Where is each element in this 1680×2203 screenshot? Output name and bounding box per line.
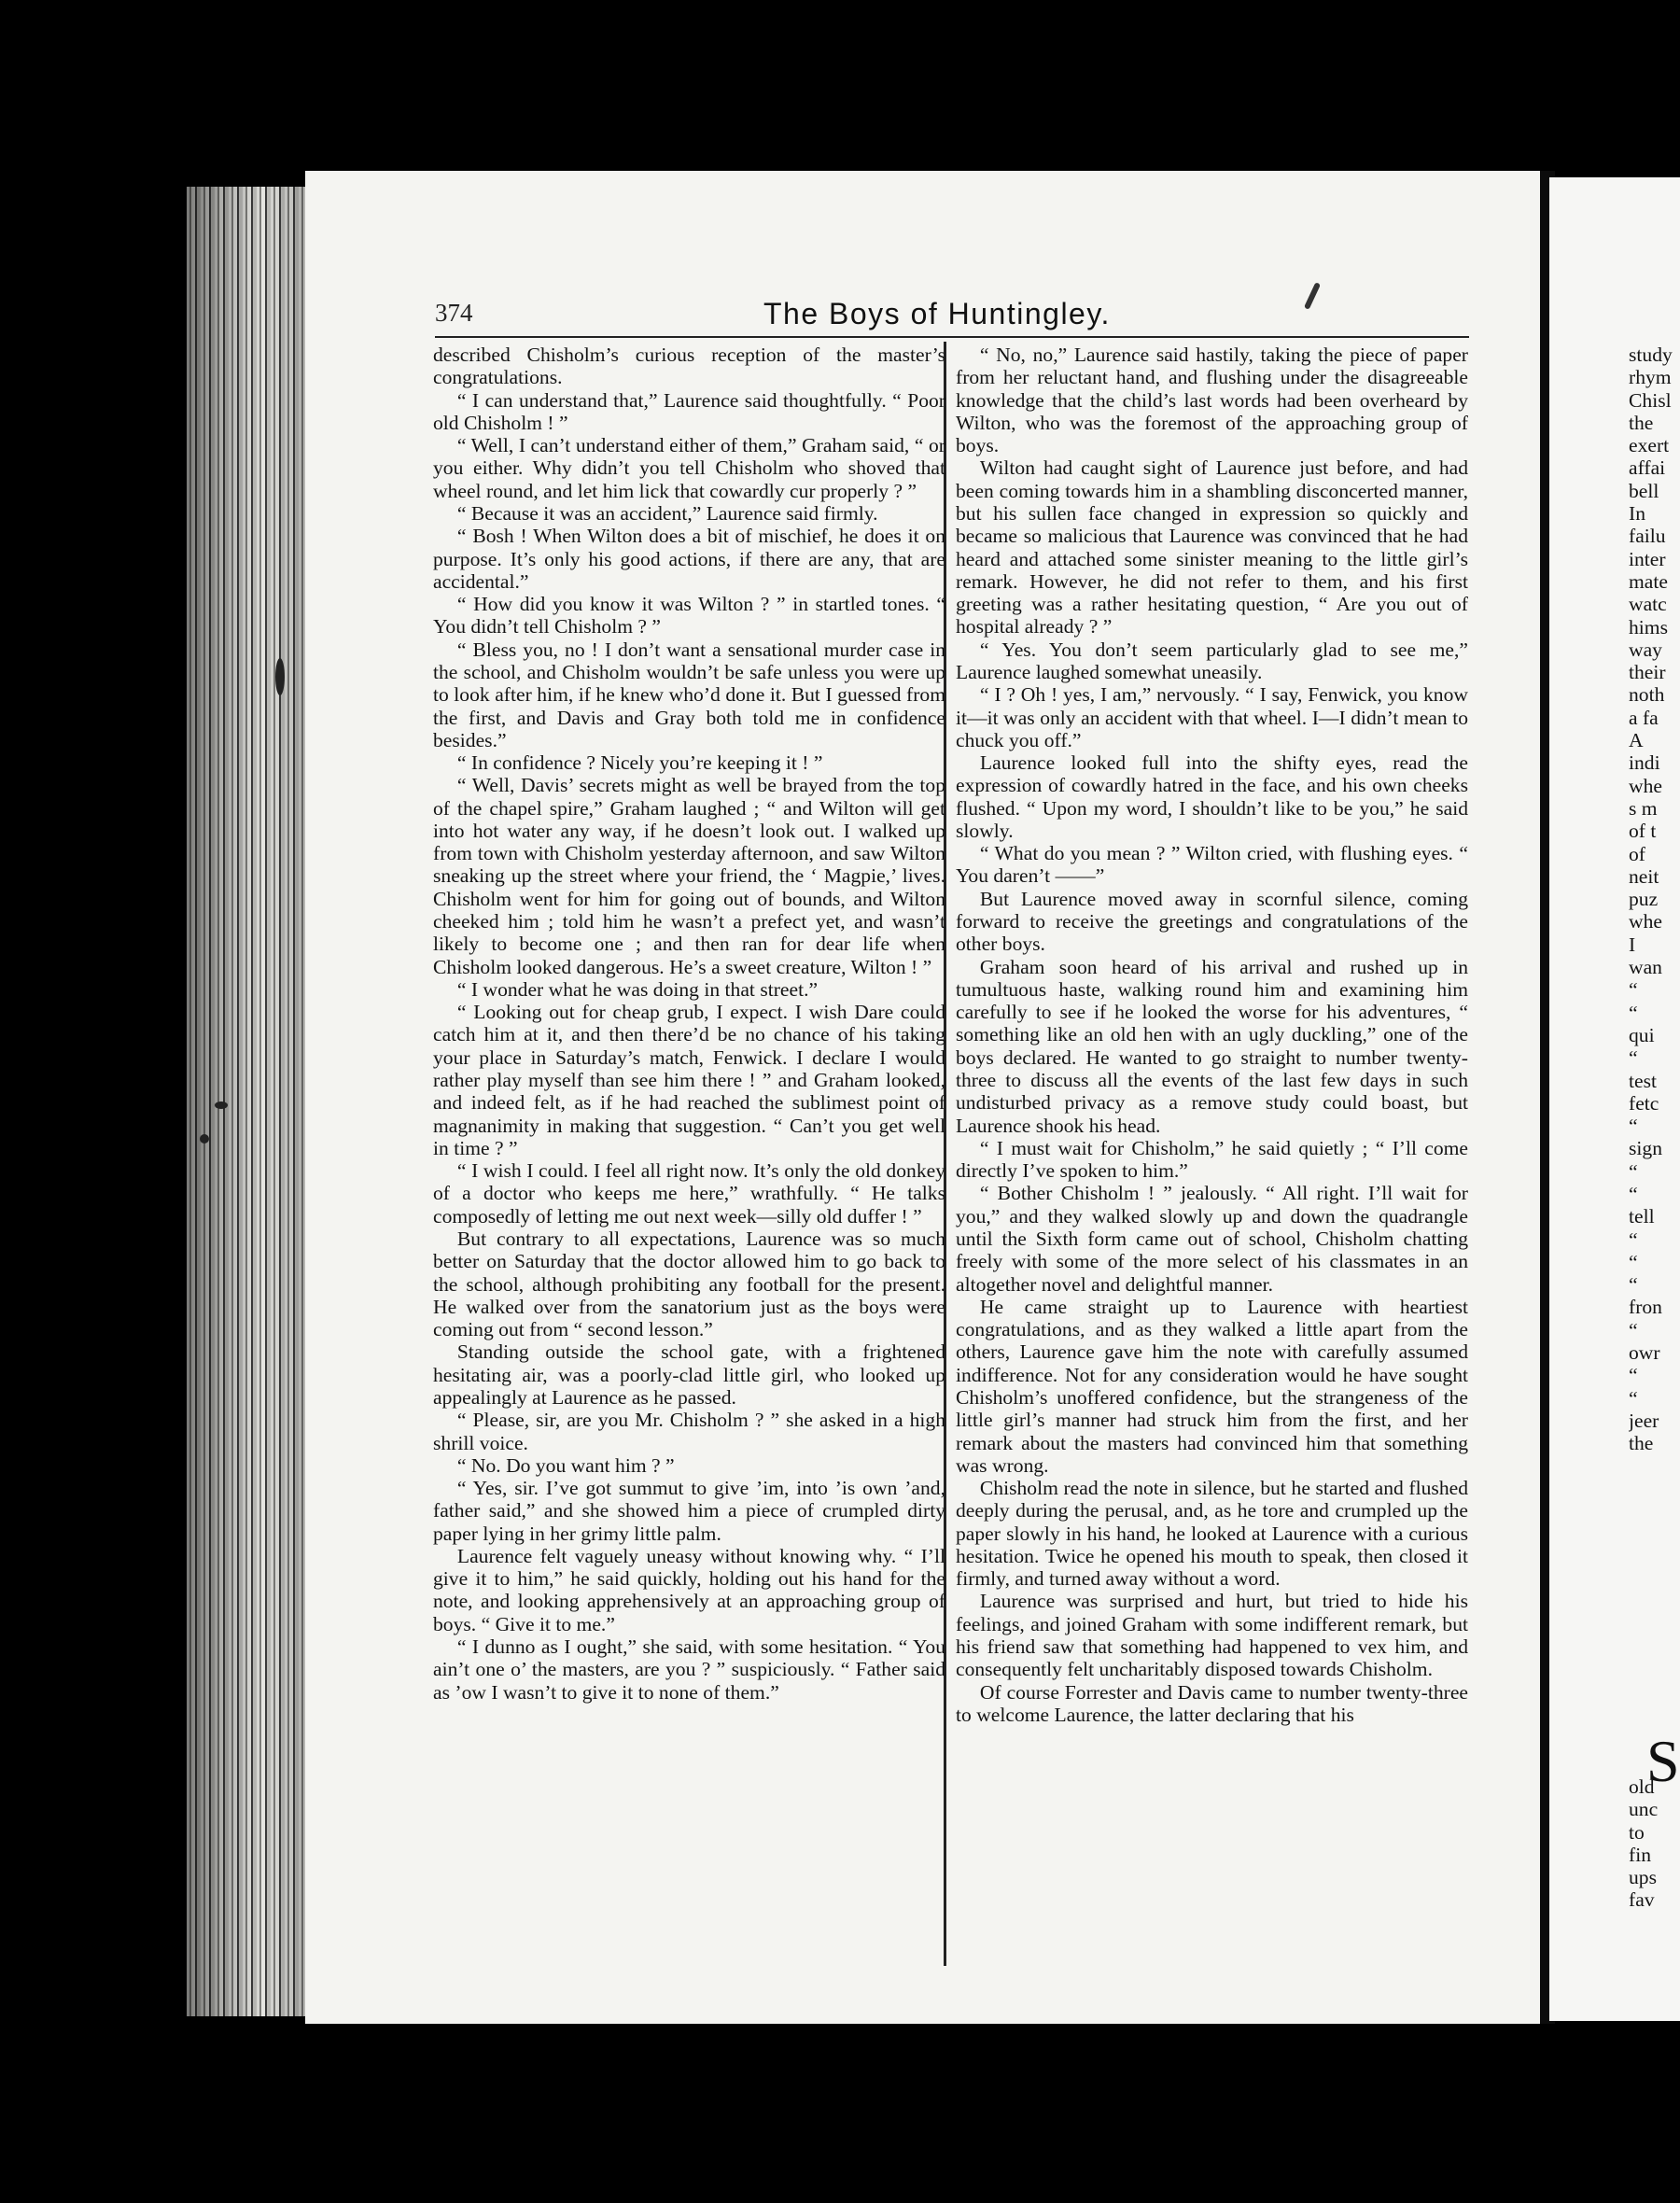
next-page-line: whe: [1629, 774, 1662, 797]
ink-smudge: [215, 1102, 228, 1109]
next-page-line: owr: [1629, 1341, 1660, 1365]
next-page-line: “: [1629, 1250, 1638, 1273]
next-page-line: hims: [1629, 615, 1668, 638]
next-page-line: study: [1629, 344, 1673, 366]
paragraph: Laurence was surprised and hurt, but tried to hide his feelings, and joined Graham with some indifferent remark, but his friend saw that something had happened to vex him, and consequently felt uncharitably disposed towards Chisholm.: [956, 1590, 1468, 1681]
next-page-line: of: [1629, 842, 1645, 865]
next-page-line: fin: [1629, 1843, 1651, 1866]
next-page-line: In: [1629, 502, 1645, 526]
next-page-line: fetc: [1629, 1091, 1659, 1115]
next-page-line: inter: [1629, 547, 1666, 570]
next-page-line: tell: [1629, 1205, 1655, 1228]
next-page-line: noth: [1629, 683, 1665, 707]
left-text-column: [433, 344, 945, 1704]
next-page-line: “: [1629, 1386, 1638, 1410]
paragraph: But Laurence moved away in scornful silence, coming forward to receive the greetings and congratulations of the other boys.: [956, 887, 1468, 956]
next-page-line: “: [1629, 978, 1638, 1002]
paragraph: “ No, no,” Laurence said hastily, taking the piece of paper from her reluctant hand, and flushing under the disagreeable knowledge that the child’s last words had been overheard by Wilton, who was the foremost of the approaching group of boys.: [956, 344, 1468, 457]
paragraph: “ How did you know it was Wilton ? ” in startled tones. “ You didn’t tell Chisholm ? ”: [433, 593, 945, 638]
paragraph: “ Well, Davis’ secrets might as well be brayed from the top of the chapel spire,” Graham laughed ; “ and Wilton will get into hot water any way, if he doesn’t look out. I walked up from town with Chisholm yesterday afternoon, and saw Wilton sneaking up the street where your friend, the ‘ Magpie,’ lives. Chisholm went for him for going out of bounds, and Wilton cheeked him ; told him he wasn’t a prefect yet, and wasn’t likely to become one ; and then ran for dear life when Chisholm looked dangerous. He’s a sweet creature, Wilton ! ”: [433, 774, 945, 978]
paragraph: Laurence felt vaguely uneasy without knowing why. “ I’ll give it to him,” he said quickly, holding out his hand for the note, and looking apprehensively at an approaching group of boys. “ Give it to me.”: [433, 1544, 945, 1635]
next-page-line: “: [1629, 1001, 1638, 1024]
paragraph: Standing outside the school gate, with a frightened hesitating air, was a poorly-clad little girl, who looked up appealingly at Laurence as he passed.: [433, 1340, 945, 1409]
next-page-line: qui: [1629, 1023, 1655, 1046]
next-page-line: “: [1629, 1318, 1638, 1341]
next-page-line: the: [1629, 1432, 1654, 1455]
next-page-line: watc: [1629, 593, 1667, 616]
paragraph: “ Yes, sir. I’ve got summut to give ’im, into ’is own ’and, father said,” and she showed him a piece of crumpled dirty paper lying in her grimy little palm.: [433, 1477, 945, 1545]
next-page-line: test: [1629, 1069, 1657, 1092]
next-page-line: bell: [1629, 479, 1659, 502]
ink-smudge: [275, 658, 285, 695]
next-page-line: Chisl: [1629, 388, 1672, 412]
next-page-line: “: [1629, 1228, 1638, 1251]
next-page-line: whe: [1629, 910, 1662, 933]
paragraph: “ Looking out for cheap grub, I expect. I wish Dare could catch him at it, and then there’d be no chance of his taking your place in Saturday’s match, Fenwick. I declare I would rather play myself than see him there ! ” and Graham looked, and indeed felt, as if he had reached the sublimest point of magnanimity in making that suggestion. “ Can’t you get well in time ? ”: [433, 1001, 945, 1159]
right-text-column: [956, 344, 1468, 1726]
paragraph: “ I dunno as I ought,” she said, with some hesitation. “ You ain’t one o’ the masters, are you ? ” suspiciously. “ Father said as ’ow I wasn’t to give it to none of them.”: [433, 1635, 945, 1704]
next-page-line: old: [1629, 1775, 1655, 1798]
paragraph: Chisholm read the note in silence, but he started and flushed deeply during the perusal, and, as he tore and crumpled up the paper slowly in his hand, he looked at Laurence with a curious hesitation. Twice he opened his mouth to speak, then closed it firmly, and turned away without a word.: [956, 1477, 1468, 1591]
page-number: 374: [435, 299, 473, 327]
paragraph: “ Because it was an accident,” Laurence said firmly.: [456, 501, 878, 525]
next-page-line: fron: [1629, 1296, 1662, 1319]
next-page-line: ups: [1629, 1866, 1657, 1889]
next-page-line: A: [1629, 729, 1644, 752]
next-page-line: rhym: [1629, 366, 1672, 389]
next-page-line: s m: [1629, 796, 1658, 820]
next-page-line: a fa: [1629, 706, 1659, 729]
paragraph: Of course Forrester and Davis came to number twenty-three to welcome Laurence, the latter declaring that his: [956, 1680, 1468, 1726]
paragraph: But contrary to all expectations, Laurence was so much better on Saturday that the doctor allowed him to go back to the school, although prohibiting any football for the present. He walked over from the sanatorium just as the boys were coming out from “ second lesson.”: [433, 1227, 945, 1341]
paragraph: Wilton had caught sight of Laurence just before, and had been coming towards him in a shambling disconcerted manner, but his sullen face changed in expression so quickly and became so malicious that Laurence was convinced that he had heard and attached some sinister meaning to the little girl’s remark. However, he did not refer to them, and his first greeting was a rather hesitating question, “ Are you out of hospital already ? ”: [956, 456, 1468, 638]
next-page-line: “: [1629, 1364, 1638, 1387]
next-page-line: I: [1629, 933, 1636, 956]
next-page-line: “: [1629, 1115, 1638, 1138]
paragraph: “ I ? Oh ! yes, I am,” nervously. “ I say, Fenwick, you know it—it was only an accident with that wheel. I—I didn’t mean to chuck you off.”: [956, 683, 1468, 751]
paragraph: “ In confidence ? Nicely you’re keeping it ! ”: [456, 751, 823, 775]
paragraph: Laurence looked full into the shifty eyes, read the expression of cowardly hatred in the face, and his own cheeks flushed. “ Upon my word, I shouldn’t like to be you,” he said slowly.: [956, 751, 1468, 842]
next-page-line: wan: [1629, 956, 1662, 979]
next-page-line: fav: [1629, 1888, 1655, 1912]
running-header: [435, 297, 1469, 338]
next-page-line: sign: [1629, 1137, 1662, 1160]
next-page-line: failu: [1629, 525, 1666, 548]
next-page-line: unc: [1629, 1798, 1659, 1821]
next-page-line: way: [1629, 638, 1662, 661]
next-page-line: puz: [1629, 888, 1659, 911]
paragraph: “ Yes. You don’t seem particularly glad to see me,” Laurence laughed somewhat uneasily.: [956, 638, 1468, 683]
running-title: The Boys of Huntingley.: [763, 297, 1111, 330]
next-page-line: “: [1629, 1159, 1638, 1183]
next-page-line: jeer: [1629, 1409, 1659, 1432]
paragraph: “ I can understand that,” Laurence said thoughtfully. “ Poor old Chisholm ! ”: [433, 388, 945, 434]
next-page-line: “: [1629, 1182, 1638, 1205]
next-page-line: of t: [1629, 820, 1657, 843]
paragraph: described Chisholm’s curious reception of the master’s congratulations.: [433, 344, 945, 389]
paragraph: “ Bless you, no ! I don’t want a sensational murder case in the school, and Chisholm wouldn’t be safe unless you were up to look after him, if he knew who’d done it. But I guessed from the first, and Davis and Gray both told me in confidence besides.”: [433, 638, 945, 751]
next-page-line: to: [1629, 1820, 1645, 1844]
next-page-line: indi: [1629, 751, 1660, 775]
paragraph: “ I wonder what he was doing in that street.”: [456, 977, 819, 1001]
header-rule: [435, 336, 1469, 338]
ink-smudge: [200, 1134, 209, 1144]
paragraph: “ I must wait for Chisholm,” he said quietly ; “ I’ll come directly I’ve spoken to him.”: [956, 1136, 1468, 1183]
paragraph: “ No. Do you want him ? ”: [456, 1453, 675, 1477]
next-page-line: exert: [1629, 434, 1670, 457]
paragraph: “ Well, I can’t understand either of them,” Graham said, “ or you either. Why didn’t you tell Chisholm who shoved that wheel round, and let him lick that cowardly cur properly ? ”: [433, 434, 945, 502]
next-page-line: mate: [1629, 569, 1668, 593]
paragraph: Graham soon heard of his arrival and rushed up in tumultuous haste, walking round him and examining him carefully to see if he looked the worse for his adventures, “ something like an old hen with an ugly duckling,” one of the boys declared. He wanted to go straight to number twenty-three to discuss all the events of the last few days in such undisturbed privacy as a remove study could boast, but Laurence shook his head.: [956, 955, 1468, 1137]
next-page-text-fragments: [1629, 344, 1680, 1455]
next-page-line: their: [1629, 661, 1666, 684]
next-page-bottom-fragments: [1629, 1775, 1680, 1912]
paragraph: “ Bother Chisholm ! ” jealously. “ All right. I’ll wait for you,” and they walked slowly up and down the quadrangle until the Sixth form came out of school, Chisholm chatting freely with some of the more select of his classmates in an altogether novel and delightful manner.: [956, 1182, 1468, 1296]
page-edge-shadow: [187, 187, 313, 2016]
paragraph: “ I wish I could. I feel all right now. It’s only the old donkey of a doctor who keeps me here,” wrathfully. “ He talks composedly of letting me out next week—silly old duffer ! ”: [433, 1159, 945, 1228]
paragraph: “ Bosh ! When Wilton does a bit of mischief, he does it on purpose. It’s only his good actions, if there are any, that are accidental.”: [433, 525, 945, 593]
next-page-line: neit: [1629, 864, 1659, 888]
next-page-dropcap: S: [1646, 1728, 1680, 1794]
paragraph: “ Please, sir, are you Mr. Chisholm ? ” she asked in a high shrill voice.: [433, 1409, 945, 1454]
paragraph: “ What do you mean ? ” Wilton cried, with flushing eyes. “ You daren’t ——”: [956, 842, 1468, 888]
paragraph: He came straight up to Laurence with heartiest congratulations, and as they walked a little apart from the others, Laurence gave him the note with carefully assumed indifference. Not for any consideration would he have sought Chisholm’s unoffered confidence, but the strangeness of the little girl’s manner had struck him from the first, and her remark about the masters had convinced him that something was wrong.: [956, 1295, 1468, 1477]
next-page-line: “: [1629, 1046, 1638, 1070]
next-page-line: affai: [1629, 456, 1666, 480]
next-page-line: the: [1629, 411, 1654, 434]
next-page-line: “: [1629, 1273, 1638, 1297]
